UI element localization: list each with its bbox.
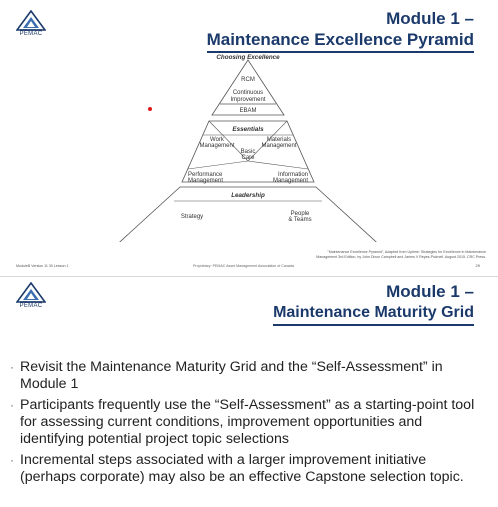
label-essentials: Essentials <box>232 126 264 133</box>
footer-version: ModuleB Version 11 30 Lesson 1 <box>16 264 69 268</box>
logo-text: PEMAC <box>19 31 43 37</box>
slide-title <box>273 281 474 326</box>
label-information: Information <box>277 172 308 178</box>
citation-line-2: Management 3rd Edition, by John Dixon Campbell and James V Reyes-Picknell. August 2015. CRC Press. <box>316 255 486 259</box>
title-topic: Maintenance Excellence Pyramid <box>207 29 474 53</box>
title-module: Module 1 – <box>386 282 474 301</box>
pemac-logo-icon <box>16 10 46 32</box>
slide-maintenance-maturity-grid <box>0 277 498 507</box>
label-performance-management: Management <box>188 178 224 184</box>
label-basic: Basic <box>240 149 256 155</box>
bullet-dot-icon: · <box>10 360 14 374</box>
label-materials: Materials <box>266 137 292 143</box>
bullet-dot-icon: · <box>10 453 14 467</box>
bullet-item <box>10 397 486 448</box>
bullet-item <box>10 359 486 393</box>
pyramid-tier-top <box>212 60 284 115</box>
bullet-item <box>10 452 486 486</box>
page-number: 29 <box>475 263 480 268</box>
bullet-list <box>10 359 486 490</box>
bullet-text: Incremental steps associated with a larger improvement initiative (perhaps corporate) may also be an effective Capstone selection topic. <box>20 452 464 485</box>
bullet-dot-icon: · <box>10 398 14 412</box>
label-people: People <box>290 211 310 217</box>
label-rcm: RCM <box>241 77 255 83</box>
label-ebam: EBAM <box>239 108 257 114</box>
pemac-logo <box>16 10 46 37</box>
label-work-management: Management <box>199 143 235 149</box>
maintenance-excellence-pyramid <box>96 52 401 242</box>
bullet-text: Revisit the Maintenance Maturity Grid and the “Self-Assessment” in Module 1 <box>20 359 443 392</box>
label-performance: Performance <box>188 172 223 178</box>
bullet-text: Participants frequently use the “Self-Assessment” as a starting-point tool for assessing current conditions, improvement opportunities and identifying potential project topic selections <box>20 397 475 447</box>
slide-title <box>207 8 474 53</box>
title-topic: Maintenance Maturity Grid <box>273 302 474 326</box>
citation-line-1: "Maintenance Excellence Pyramid", Adapted from Uptime: Strategies for Excellence in Maintenance <box>327 250 486 254</box>
label-choosing-excellence: Choosing Excellence <box>216 54 280 61</box>
label-information-management: Management <box>272 178 308 184</box>
label-improvement: Improvement <box>230 97 266 103</box>
label-care: Care <box>241 155 255 161</box>
label-strategy: Strategy <box>180 214 204 220</box>
pemac-logo-icon <box>16 282 46 304</box>
label-continuous: Continuous <box>232 90 264 96</box>
logo-text: PEMAC <box>19 303 43 309</box>
label-materials-management: Management <box>261 143 297 149</box>
footer-proprietary: Proprietary: PEMAC Asset Management Association of Canada <box>193 264 294 268</box>
label-work: Work <box>210 137 224 143</box>
title-module: Module 1 – <box>386 9 474 28</box>
citation <box>246 250 486 260</box>
label-teams: & Teams <box>288 217 312 223</box>
label-leadership: Leadership <box>231 192 265 199</box>
pemac-logo <box>16 282 46 309</box>
